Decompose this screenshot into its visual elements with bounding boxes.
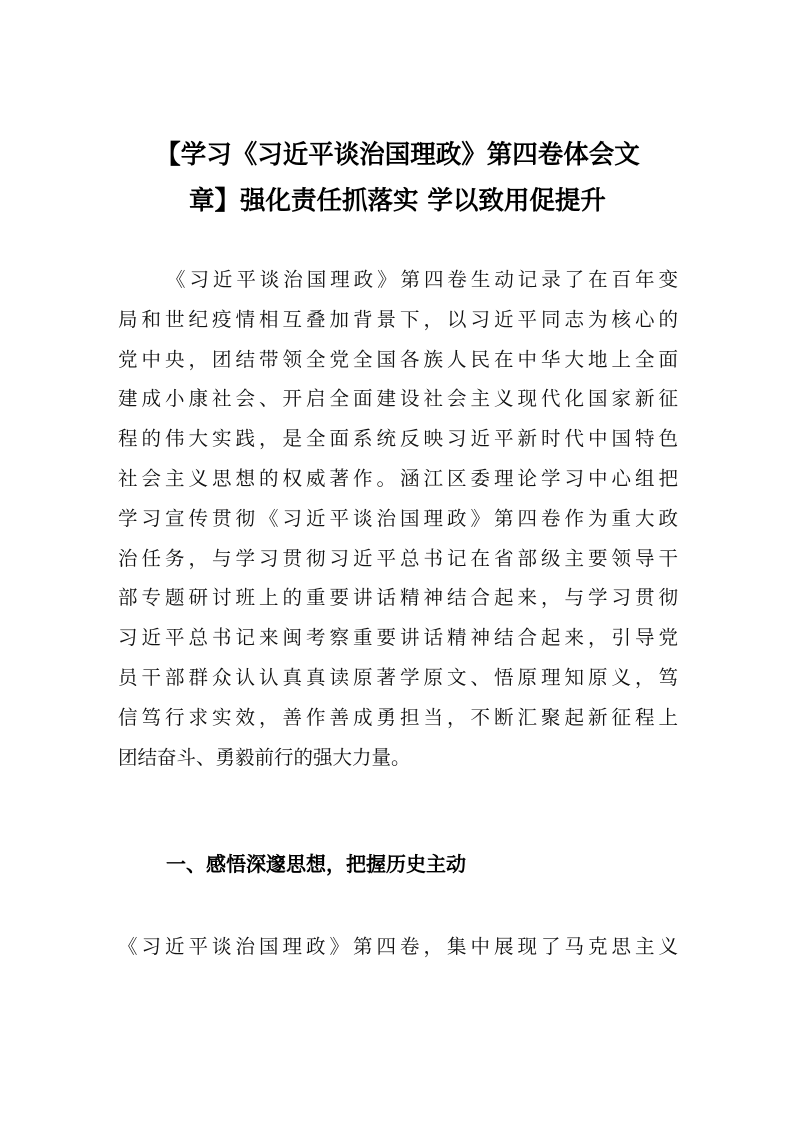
paragraph-line: 习近平总书记来闽考察重要讲话精神结合起来，引导党 (118, 626, 678, 650)
paragraph-line: 部专题研讨班上的重要讲话精神结合起来，与学习贯彻 (118, 586, 678, 610)
paragraph-line: 治任务，与学习贯彻习近平总书记在省部级主要领导干 (118, 546, 678, 570)
title-line: 章】强化责任抓落实 学以致用促提升 (189, 186, 606, 216)
intro-paragraph (118, 260, 678, 777)
section-heading: 一、感悟深邃思想，把握历史主动 (166, 852, 466, 876)
section-paragraph (118, 927, 678, 967)
paragraph-line: 程的伟大实践，是全面系统反映习近平新时代中国特色 (118, 427, 678, 451)
paragraph-line: 团结奋斗、勇毅前行的强大力量。 (118, 745, 411, 769)
paragraph-line: 建成小康社会、开启全面建设社会主义现代化国家新征 (118, 387, 678, 411)
document-title (110, 132, 685, 224)
paragraph-line: 党中央，团结带领全党全国各族人民在中华大地上全面 (118, 347, 678, 371)
paragraph-line: 社会主义思想的权威著作。涵江区委理论学习中心组把 (118, 466, 678, 490)
title-line: 【学习《习近平谈治国理政》第四卷体会文 (155, 140, 640, 170)
paragraph-line: 《习近平谈治国理政》第四卷生动记录了在百年变 (166, 268, 678, 291)
paragraph-line: 信笃行求实效，善作善成勇担当，不断汇聚起新征程上 (118, 705, 678, 729)
paragraph-line: 学习宣传贯彻《习近平谈治国理政》第四卷作为重大政 (118, 506, 678, 530)
paragraph-line: 员干部群众认认真真读原著学原文、悟原理知原义，笃 (118, 665, 678, 689)
paragraph-line: 局和世纪疫情相互叠加背景下，以习近平同志为核心的 (118, 307, 678, 331)
paragraph-line: 《习近平谈治国理政》第四卷，集中展现了马克思主义 (118, 935, 678, 958)
